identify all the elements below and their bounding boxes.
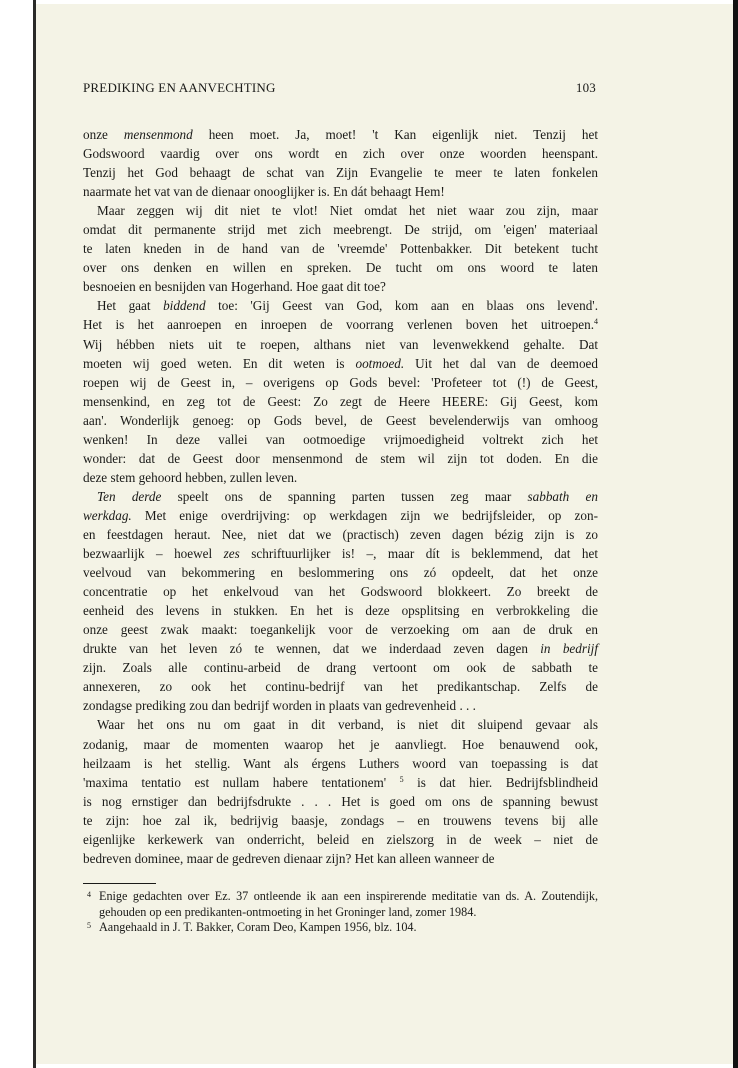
text-line: bedreven dominee, maar de gedreven dienaar zijn? Het kan alleen wanneer de: [83, 850, 495, 866]
text-line: wonder: dat de Geest door mensenmond de stem wil zijn tot doden. En die: [83, 450, 598, 466]
text-line: te zijn: hoe zal ik, bedrijvig baasje, zondags – en trouwens tevens bij alle: [83, 812, 598, 828]
text-line: concentratie op het enkelvoud van het Godswoord blokkeert. Zo breekt de: [83, 584, 598, 600]
page-number: 103: [575, 80, 596, 95]
text-line: onze geest zwak maakt: toegankelijk voor de verzoeking om aan de druk en: [83, 622, 598, 638]
text-line: besnoeien en besnijden van Hogerhand. Hoe gaat dit toe?: [83, 279, 386, 295]
body-text: [83, 125, 598, 868]
text-line: aan'. Wonderlijk genoeg: op Gods bevel, de Geest bevelenderwijs van omhoog: [83, 412, 598, 428]
paragraph: [83, 125, 598, 201]
footnote: [83, 920, 598, 936]
text-line: eenheid des levens in stukken. En het is deze opsplitsing en verbrokkeling die: [83, 603, 598, 619]
text-line: Het is het aanroepen en inroepen de voorrang verlenen boven het uitroepen.$^4$: [83, 317, 598, 333]
text-line: wenken! In deze vallei van ootmoedige vrijmoedigheid voltrekt zich het: [83, 431, 598, 447]
paragraph: [83, 715, 598, 867]
text-line: Waar het ons nu om gaat in dit verband, is niet dit sluipend gevaar als: [97, 717, 598, 733]
text-line: te laten kneden in de hand van de 'vreemde' Pottenbakker. Dit betekent tucht: [83, 241, 598, 257]
text-line: drukte van het leven zó te wennen, dat we inderdaad zeven dagen in bedrijf: [83, 641, 598, 657]
footnote-text: Aangehaald in J. T. Bakker, Coram Deo, Kampen 1956, blz. 104.: [99, 920, 417, 934]
running-title: PREDIKING EN AANVECHTING: [83, 80, 276, 95]
text-line: zondagse prediking zou dan bedrijf worden in plaats van gedrevenheid . . .: [83, 698, 476, 714]
text-line: zijn. Zoals alle continu-arbeid de drang vertoont om ook de sabbath te: [83, 660, 598, 676]
footnote: [83, 889, 598, 920]
scan-edge-right: [733, 0, 738, 1068]
footnote-text: Enige gedachten over Ez. 37 ontleende ik aan een inspirerende meditatie van ds. A. Zoutendijk, gehouden op een predikanten-ontmoeting in het Groninger land, zomer 1984.: [99, 889, 598, 919]
text-line: roepen wij de Geest in, – overigens op Gods bevel: 'Profeteer tot (!) de Geest,: [83, 374, 598, 390]
paragraph: [83, 487, 598, 716]
text-line: heilzaam is het stellig. Want als érgens Luthers woord van toepassing is dat: [83, 755, 598, 771]
text-line: Tenzij het God behaagt de schat van Zijn Evangelie te meer te laten fonkelen: [83, 165, 598, 181]
text-line: onze mensenmond heen moet. Ja, moet! 't Kan eigenlijk niet. Tenzij het: [83, 127, 598, 142]
footnotes: [83, 889, 598, 936]
text-line: zodanig, maar de momenten waarop het je aanvliegt. Hoe benauwend ook,: [83, 736, 598, 752]
text-line: veelvoud van bekommering en beslommering ons zó opdeelt, dat het onze: [83, 565, 598, 581]
paragraph: [83, 296, 598, 486]
text-line: eigenlijke kerkewerk van onderricht, beleid en zielszorg in de week – niet de: [83, 831, 598, 847]
text-line: 'maxima tentatio est nullam habere tentationem' $^5$ is dat hier. Bedrijfsblindheid: [83, 774, 598, 790]
paragraph: [83, 201, 598, 296]
footnote-marker: 4: [87, 890, 91, 899]
text-line: annexeren, zo ook het continu-bedrijf van het predikantschap. Zelfs de: [83, 679, 598, 695]
text-line: Wij hébben niets uit te roepen, althans niet van levenwekkend gehalte. Dat: [83, 336, 598, 352]
text-line: en feestdagen heraut. Nee, niet dat we (practisch) zeven dagen bézig zijn is zo: [83, 526, 598, 542]
text-line: Maar zeggen wij dit niet te vlot! Niet omdat het niet waar zou zijn, maar: [97, 203, 598, 219]
text-line: mensenkind, en zeg tot de Geest: Zo zegt de Heere HEERE: Gij Geest, kom: [83, 393, 598, 409]
footnote-rule: [83, 883, 156, 884]
text-line: is nog ernstiger dan bedrijfsdrukte . . . Het is goed om ons de spanning bewust: [83, 793, 598, 809]
text-line: naarmate het vat van de dienaar onooglijker is. En dát behaagt Hem!: [83, 184, 445, 200]
footnote-marker: 5: [87, 921, 91, 930]
text-line: Godswoord vaardig over ons wordt en zich over onze woorden heenspant.: [83, 146, 598, 162]
text-line: bezwaarlijk – hoewel zes schriftuurlijker is! –, maar dít is beklemmend, dat het: [83, 546, 598, 562]
text-line: werkdag. Met enige overdrijving: op werkdagen zijn we bedrijfsleider, op zon-: [83, 507, 598, 523]
text-line: moeten wij goed weten. En dit weten is ootmoed. Uit het dal van de deemoed: [83, 355, 598, 371]
running-header: [83, 80, 596, 100]
text-line: over ons denken en willen en spreken. De tucht om ons woord te laten: [83, 260, 598, 276]
text-line: Ten derde speelt ons de spanning parten tussen zeg maar sabbath en: [97, 488, 598, 504]
text-line: deze stem gehoord hebben, zullen leven.: [83, 469, 298, 485]
text-line: Het gaat biddend toe: 'Gij Geest van God, kom aan en blaas ons levend'.: [97, 298, 598, 314]
text-line: omdat dit permanente strijd met zich meebrengt. De strijd, om 'eigen' materiaal: [83, 222, 598, 238]
